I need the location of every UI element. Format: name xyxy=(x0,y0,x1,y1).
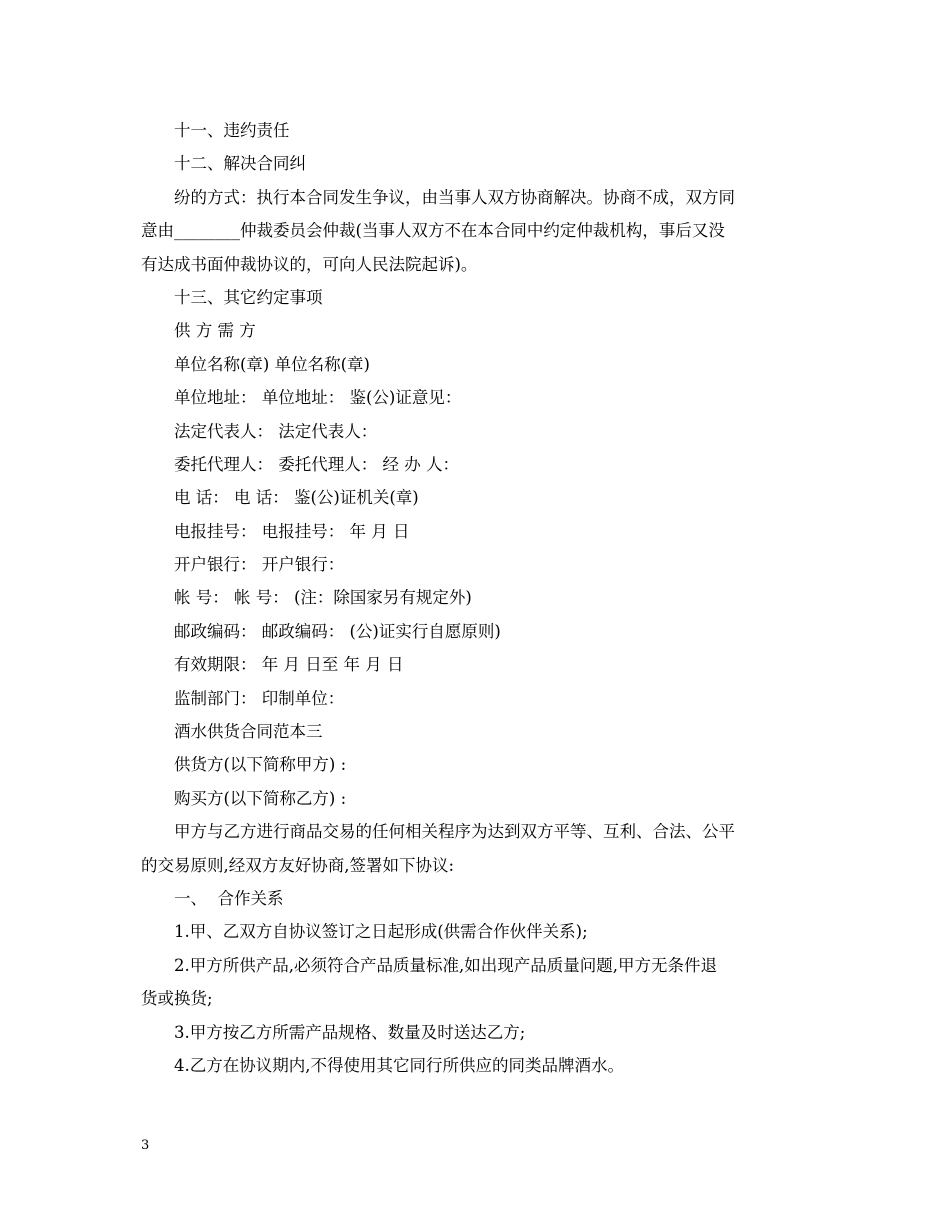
document-body xyxy=(141,114,811,1082)
document-line: 十一、违约责任 xyxy=(174,121,290,140)
document-line: 意由________仲裁委员会仲裁(当事人双方不在本合同中约定仲裁机构，事后又没 xyxy=(141,221,725,241)
document-line: 有效期限： 年 月 日至 年 月 日 xyxy=(174,655,404,675)
document-line: 甲方与乙方进行商品交易的任何相关程序为达到双方平等、互利、合法、公平 xyxy=(174,822,735,842)
document-line: 的交易原则,经双方友好协商,签署如下协议: xyxy=(141,855,455,875)
document-line: 酒水供货合同范本三 xyxy=(174,722,323,742)
page-number: 3 xyxy=(141,1138,150,1153)
document-line: 电报挂号： 电报挂号： 年 月 日 xyxy=(174,521,410,541)
document-line: 一、 合作关系 xyxy=(174,888,284,908)
document-line: 法定代表人： 法定代表人： xyxy=(174,421,378,441)
document-line: 邮政编码： 邮政编码： (公)证实行自愿原则) xyxy=(174,621,501,641)
document-line: 委托代理人： 委托代理人： 经 办 人： xyxy=(174,454,459,474)
document-line: 单位地址： 单位地址： 鉴(公)证意见： xyxy=(174,388,462,408)
document-line: 供 方 需 方 xyxy=(174,321,256,341)
document-line: 有达成书面仲裁协议的，可向人民法院起诉)。 xyxy=(141,254,478,274)
document-line: 货或换货; xyxy=(141,989,213,1009)
document-line: 供货方(以下简称甲方) : xyxy=(174,755,347,775)
document-line: 十三、其它约定事项 xyxy=(174,287,323,307)
document-line: 纷的方式：执行本合同发生争议，由当事人双方协商解决。协商不成，双方同 xyxy=(174,187,735,207)
document-line: 4.乙方在协议期内,不得使用其它同行所供应的同类品牌酒水。 xyxy=(174,1055,624,1075)
document-line: 单位名称(章) 单位名称(章) xyxy=(174,354,370,374)
document-line: 1.甲、乙双方自协议签订之日起形成(供需合作伙伴关系); xyxy=(174,922,588,942)
document-line: 2.甲方所供产品,必须符合产品质量标准,如出现产品质量问题,甲方无条件退 xyxy=(174,955,717,975)
document-line: 帐 号： 帐 号： (注：除国家另有规定外) xyxy=(174,588,472,608)
document-line: 购买方(以下简称乙方) : xyxy=(174,788,347,808)
document-line: 电 话： 电 话： 鉴(公)证机关(章) xyxy=(174,488,419,508)
document-line: 3.甲方按乙方所需产品规格、数量及时送达乙方; xyxy=(174,1022,526,1042)
document-line: 十二、解决合同纠 xyxy=(174,154,306,174)
document-line: 监制部门： 印制单位： xyxy=(174,688,345,708)
document-line: 开户银行： 开户银行： xyxy=(174,555,345,575)
